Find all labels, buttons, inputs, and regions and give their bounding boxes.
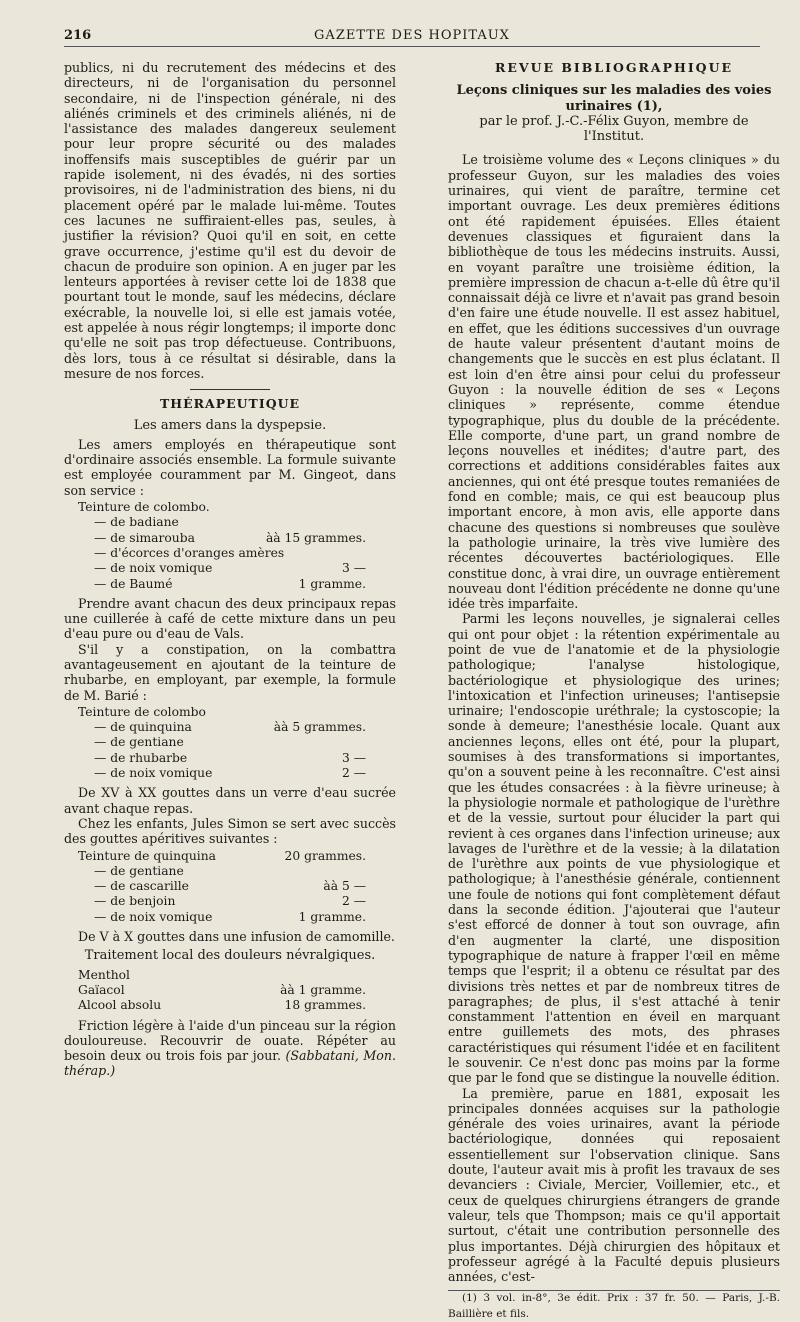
dose: 1 gramme. (298, 909, 366, 924)
ingredient: — de benjoin (94, 894, 176, 909)
dose: 20 grammes. (284, 848, 366, 863)
dose: 18 grammes. (284, 998, 366, 1013)
ingredient: — de rhubarbe (94, 750, 188, 765)
ingredient: Gaïacol (78, 982, 125, 997)
paragraph: Prendre avant chacun des deux principaux repas une cuillerée à café de cette mixture dans un peu d'eau pure ou d'eau de Vals. (64, 595, 396, 642)
dose (366, 546, 396, 561)
recipe-line (64, 998, 396, 1013)
ingredient: — de noix vomique (94, 561, 213, 576)
paragraph (64, 1018, 396, 1079)
book-title: Leçons cliniques sur les maladies des voies urinaires (1), (456, 83, 772, 114)
ingredient: Teinture de colombo. (78, 500, 210, 515)
recipe-line (64, 751, 396, 766)
paragraph: Les amers employés en thérapeutique sont d'ordinaire associés ensemble. La formule suivante est employée couramment par M. Gingeot, dans son service : (64, 436, 396, 498)
dose (366, 864, 396, 879)
dose: 1 gramme. (298, 576, 366, 591)
ingredient: Teinture de colombo (78, 704, 206, 719)
recipe-line (64, 766, 396, 781)
recipe-line (64, 720, 396, 735)
recipe-line (64, 705, 396, 720)
right-column (448, 60, 780, 1322)
recipe-line (64, 864, 396, 879)
paragraph: Chez les enfants, Jules Simon se sert avec succès des gouttes apéritives suivantes : (64, 815, 396, 847)
dose (366, 515, 396, 530)
ingredient: — d'écorces d'oranges amères (94, 545, 285, 560)
ingredient: — de noix vomique (94, 766, 213, 781)
recipe-line (64, 735, 396, 750)
citation: (Sabbatani, Mon. thérap.) (64, 1048, 396, 1079)
ingredient: — de simarouba (94, 530, 195, 545)
ingredient: — de noix vomique (94, 909, 213, 924)
running-header (64, 26, 760, 47)
recipe-simon (64, 849, 396, 925)
dose: àà 5 — (323, 879, 366, 894)
ingredient: — de gentiane (94, 735, 184, 750)
dose: àà 5 grammes. (273, 720, 366, 735)
dose (366, 705, 396, 720)
recipe-line (64, 968, 396, 983)
article-subtitle: Traitement local des douleurs névralgiques. (84, 948, 376, 964)
paragraph: Le troisième volume des « Leçons cliniques » du professeur Guyon, sur les maladies des voies urinaires, qui vient de paraître, termine cet important ouvrage. Les deux premières éditions ont été rapidement épuisées. Elles étaient devenues classiques et figuraient dans la bibliothèque de tous les médecins instruits. Aussi, en voyant paraître une troisième édition, la première impression de chacun a-t-elle dû être qu'il connaissait déjà ce livre et n'avait pas grand besoin d'en faire une étude nouvelle. Il est assez habituel, en effet, que les éditions successives d'un ouvrage de haute valeur présentent d'autant moins de changements que le succès en est plus éclatant. Il est loin d'en être ainsi pour celui du professeur Guyon : la nouvelle édition de ses « Leçons cliniques » représente, comme étendue typographique, plus du double de la précédente. Elle comporte, d'une part, un grand nombre de leçons nouvelles et inédites; d'autre part, des corrections et additions considérables faites aux anciennes, qui ont été presque toutes remaniées de fond en comble; mais, ce qui est beaucoup plus important encore, à mon avis, elle apporte dans chacune des questions si nombreuses que soulève la pathologie urinaire, la très vive lumière des récentes découvertes bactériologiques. Elle constitue donc, à vrai dire, un ouvrage entièrement nouveau dont l'édition précédente ne donne qu'une idée très imparfaite. (448, 152, 780, 612)
section-divider (190, 389, 270, 390)
paragraph: S'il y a constipation, on la combattra avantageusement en ajoutant de la teinture de rhubarbe, en employant, par exemple, la formule de M. Barié : (64, 641, 396, 703)
dose: 3 — (341, 750, 366, 765)
paragraph: De V à X gouttes dans une infusion de camomille. (78, 929, 395, 945)
ingredient: — de badiane (94, 515, 179, 530)
paragraph: La première, parue en 1881, exposait les principales données acquises sur la pathologie générale des voies urinaires, avant la période bactériologique, données qui reposaient essentiellement sur l'observation clinique. Sans doute, l'auteur avait mis à profit les travaux de ses devanciers : Civiale, Mercier, Voillemier, etc., et ceux de quelques chirurgiens étrangers de grande valeur, tels que Thompson; mais ce qu'il apportait surtout, c'était une contribution personnelle des plus importantes. Déjà chirurgien des hôpitaux et professeur agrégé à la Faculté depuis plusieurs années, c'est- (448, 1085, 780, 1285)
dose (366, 968, 396, 983)
article-subtitle: Les amers dans la dyspepsie. (133, 417, 327, 433)
dose: 2 — (341, 894, 366, 909)
recipe-line (64, 894, 396, 909)
ingredient: Menthol (78, 967, 130, 982)
dose: àà 15 grammes. (265, 530, 366, 545)
section-title-revue: REVUE BIBLIOGRAPHIQUE (494, 60, 734, 75)
recipe-line (64, 531, 396, 546)
ingredient: Teinture de quinquina (78, 848, 216, 863)
paragraph-text: Friction légère à l'aide d'un pinceau sur la région douloureuse. Recouvrir de ouate. Répéter au besoin deux ou trois fois par jour. (64, 1017, 396, 1064)
recipe-line (64, 910, 396, 925)
ingredient: — de gentiane (94, 863, 184, 878)
section-title-therapeutique: THÉRAPEUTIQUE (159, 396, 301, 412)
dose (366, 500, 396, 515)
ingredient: — de cascarille (94, 879, 189, 894)
recipe-line (64, 983, 396, 998)
recipe-line (64, 546, 396, 561)
paragraph: De XV à XX gouttes dans un verre d'eau sucrée avant chaque repas. (64, 785, 396, 816)
dose: àà 1 gramme. (280, 982, 366, 997)
book-author: par le prof. J.-C.-Félix Guyon, membre de l'Institut. (479, 113, 749, 145)
page-number: 216 (64, 28, 92, 43)
book-heading (448, 83, 780, 144)
continued-paragraph: publics, ni du recrutement des médecins et des directeurs, ni de l'organisation du personnel secondaire, ni de l'inspection générale, ni des aliénés criminels et des criminels aliénés, ni de l'assistance des malades dangereux seulement pour leur propre sécurité ou des malades inoffensifs mais susceptibles de guérir par un rapide isolement, ni des évadés, ni des sorties provisoires, ni de l'administration des biens, ni du placement opéré par le malade lui-même. Toutes ces lacunes ne suffiraient-elles pas, seules, à justifier la révision? Quoi qu'il en soit, en cette grave occurrence, j'estime qu'il est du devoir de chacun de produire son opinion. A en juger par les lenteurs apportées à reviser cette loi de 1838 que pourtant tout le monde, sauf les médecins, déclare exécrable, la nouvelle loi, si elle est jamais votée, est appelée à nous régir longtemps; il importe donc qu'elle ne soit pas trop défectueuse. Contribuons, dès lors, tous à ce résultat si désirable, dans la mesure de nos forces. (64, 60, 396, 381)
recipe-gingeot (64, 500, 396, 592)
dose: 2 — (341, 766, 366, 781)
footnote: (1) 3 vol. in-8°, 3e édit. Prix : 37 fr. 50. — Paris, J.-B. Baillière et fils. (448, 1292, 780, 1320)
dose: 3 — (341, 561, 366, 576)
recipe-line (64, 849, 396, 864)
recipe-line (64, 561, 396, 576)
dose (366, 735, 396, 750)
recipe-nevralgie (64, 968, 396, 1014)
recipe-line (64, 500, 396, 515)
recipe-line (64, 515, 396, 530)
ingredient: — de quinquina (94, 720, 192, 735)
paragraph: Parmi les leçons nouvelles, je signalerai celles qui ont pour objet : la rétention expérimentale au point de vue de l'anatomie et de la physiologie pathologique; l'analyse histologique, bactériologique et physiologique des urines; l'intoxication et l'infection urineuses; l'antisepsie urinaire; l'endoscopie uréthrale; la cystoscopie; la sonde à demeure; l'anesthésie locale. Quant aux anciennes leçons, elles ont été, pour la plupart, soumises à des transformations si importantes, qu'on a souvent peine à les reconnaître. C'est ainsi que les études consacrées : à la fièvre urineuse; à la physiologie normale et pathologique de l'urèthre et de la vessie, surtout pour élucider la part qui revient à ces organes dans l'infection urineuse; aux lavages de l'urèthre et de la vessie; à la dilatation de l'urèthre aux points de vue physiologique et pathologique; à l'anesthésie générale, contiennent une foule de notions qui font complètement défaut dans la seconde édition. J'ajouterai que l'auteur s'est efforcé de donner à tout son ouvrage, afin d'en augmenter la clarté, une disposition typographique de nature à frapper l'œil en même temps que l'esprit; il a obtenu ce résultat par des divisions très nettes et par de nombreux titres de paragraphes; de plus, il s'est attaché à tenir constamment l'attention en éveil en marquant entre guillemets des mots, des phrases caractéristiques qui résument l'idée et en facilitent le souvenir. Ce n'est donc pas moins par la forme que par le fond que se distingue la nouvelle édition. (448, 611, 780, 1086)
journal-title: GAZETTE DES HOPITAUX (314, 28, 510, 43)
recipe-line (64, 577, 396, 592)
ingredient: Alcool absolu (78, 998, 162, 1013)
recipe-line (64, 879, 396, 894)
left-column (64, 60, 396, 1079)
ingredient: — de Baumé (94, 576, 173, 591)
recipe-barie (64, 705, 396, 781)
